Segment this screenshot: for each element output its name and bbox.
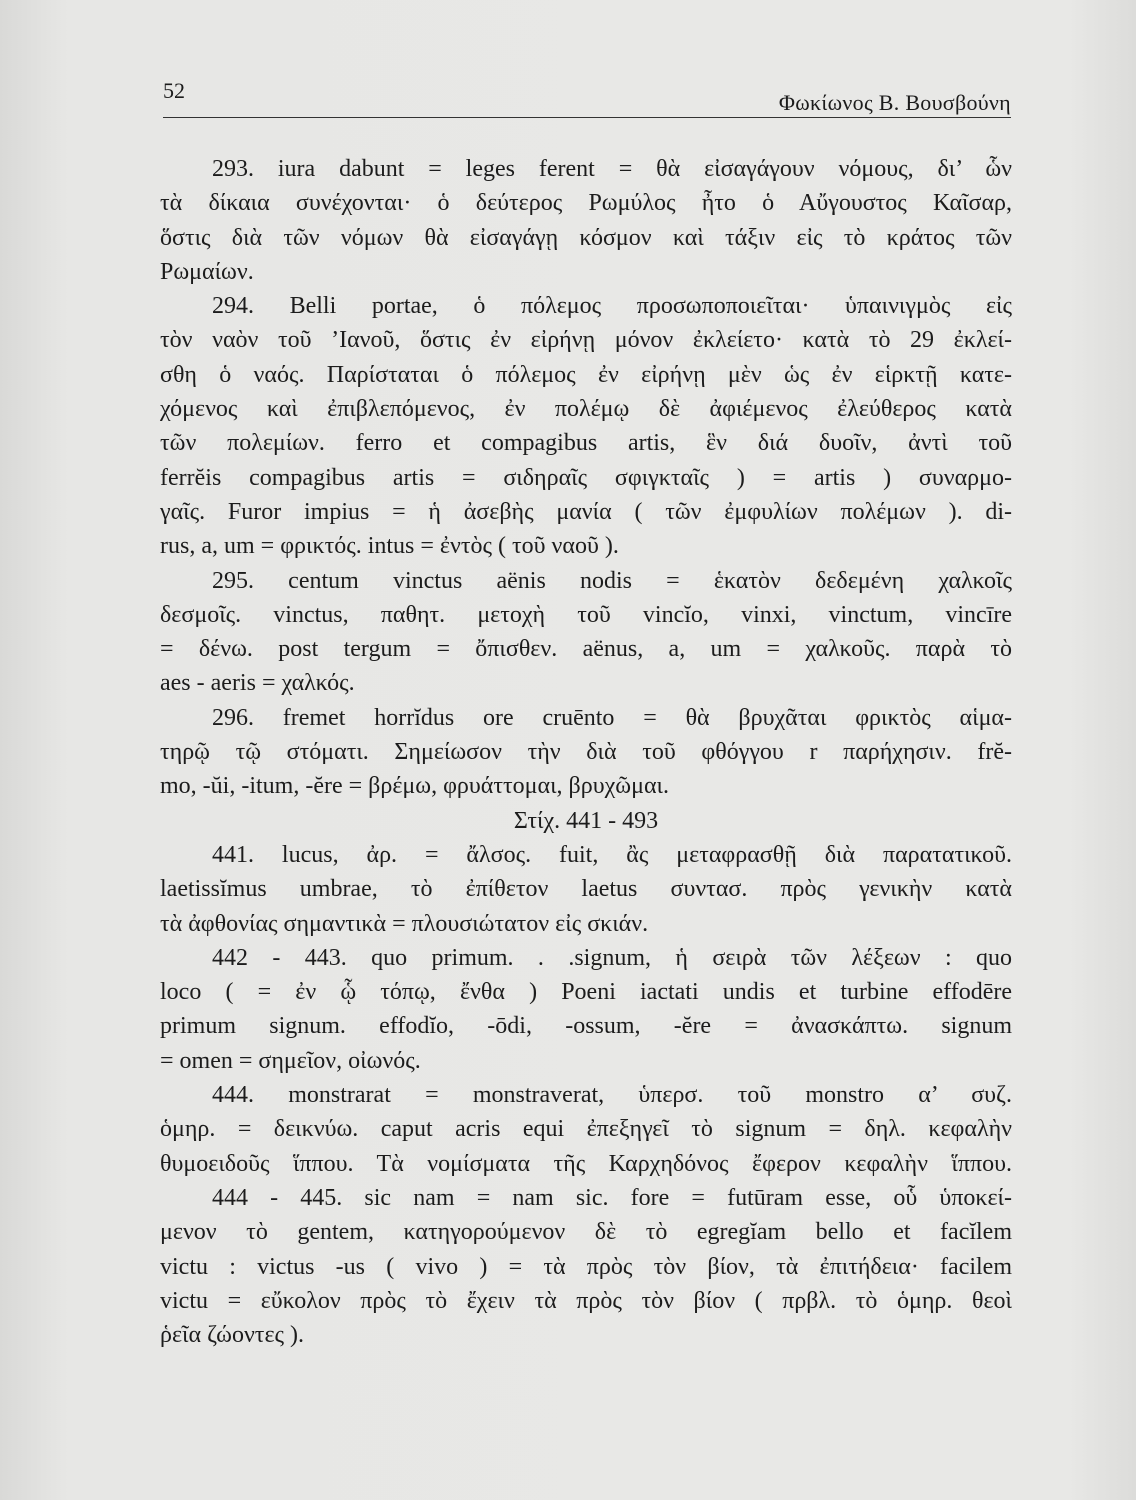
running-head: Φωκίωνος Β. Βουσβούνη — [778, 90, 1011, 115]
text-line: τὰ ἀφθονίας σημαντικὰ = πλουσιώτατον εἰς σκιάν. — [160, 910, 649, 937]
text-line: 293. iura dabunt = leges ferent = θὰ εἰσαγάγουν νόμους, δι’ ὧν — [212, 156, 1012, 182]
text-line: mo, -ŭi, -itum, -ĕre = βρέμω, φρυάττομαι, βρυχῶμαι. — [160, 773, 669, 800]
text-line: Ρωμαίων. — [160, 258, 254, 285]
text-line: victu : victus -us ( vivo ) = τὰ πρὸς τὸν βίον, τὰ ἐπιτήδεια· facilem — [160, 1253, 1012, 1280]
text-line: θυμοειδοῦς ἵππου. Τὰ νομίσματα τῆς Καρχηδόνος ἔφερον κεφαλὴν ἵππου. — [160, 1150, 1012, 1177]
text-line: = omen = σημεῖον, οἰωνός. — [160, 1047, 421, 1074]
section-heading: Στίχ. 441 - 493 — [513, 807, 659, 834]
text-line: τὰ δίκαια συνέχονται· ὁ δεύτερος Ρωμύλος ἦτο ὁ Αὔγουστος Καῖσαρ, — [160, 190, 1012, 217]
text-line: τηρῷ τῷ στόματι. Σημείωσον τὴν διὰ τοῦ φθόγγου r παρήχησιν. frĕ- — [160, 739, 1012, 766]
text-line: 441. lucus, ἀρ. = ἄλσος. fuit, ἂς μεταφρασθῇ διὰ παρατατικοῦ. — [212, 841, 1012, 868]
page-body — [160, 152, 1012, 1352]
text-line: ὁμηρ. = δεικνύω. caput acris equi ἐπεξηγεῖ τὸ signum = δηλ. κεφαλὴν — [160, 1116, 1012, 1143]
text-line: τῶν πολεμίων. ferro et compagibus artis, ἓν διά δυοῖν, ἀντὶ τοῦ — [160, 430, 1012, 457]
text-line: χόμενος καὶ ἐπιβλεπόμενος, ἐν πολέμῳ δὲ ἀφιέμενος ἐλεύθερος κατὰ — [160, 396, 1012, 423]
text-line: ῥεῖα ζώοντες ). — [160, 1322, 305, 1349]
text-line: τὸν ναὸν τοῦ ’Ιανοῦ, ὅστις ἐν εἰρήνῃ μόνον ἐκλείετο· κατὰ τὸ 29 ἐκλεί- — [160, 327, 1012, 354]
text-line: 442 - 443. quo primum. . .signum, ἡ σειρὰ τῶν λέξεων : quo — [212, 944, 1012, 971]
text-line: primum signum. effodĭo, -ōdi, -ossum, -ĕre = ἀνασκάπτω. signum — [160, 1013, 1012, 1040]
text-line: 444. monstrarat = monstraverat, ὑπερσ. τοῦ monstro α’ συζ. — [212, 1082, 1012, 1109]
text-line: 444 - 445. sic nam = nam sic. fore = futūram esse, οὗ ὑποκεί- — [212, 1184, 1012, 1211]
text-line: μενον τὸ gentem, κατηγορούμενον δὲ τὸ egregĭam bello et facĭlem — [160, 1219, 1012, 1246]
text-line: γαῖς. Furor impius = ἡ ἀσεβὴς μανία ( τῶν ἐμφυλίων πολέμων ). di- — [160, 498, 1012, 525]
text-line: σθη ὁ ναός. Παρίσταται ὁ πόλεμος ἐν εἰρήνῃ μὲν ὡς ἐν εἱρκτῇ κατε- — [160, 361, 1012, 388]
header-rule — [163, 117, 1011, 118]
text-line: laetissĭmus umbrae, τὸ ἐπίθετον laetus συντασ. πρὸς γενικὴν κατὰ — [160, 876, 1012, 903]
text-line: 294. Belli portae, ὁ πόλεμος προσωποποιεῖται· ὑπαινιγμὸς εἰς — [212, 293, 1012, 320]
text-line: δεσμοῖς. vinctus, παθητ. μετοχὴ τοῦ vincĭo, vinxi, vinctum, vincīre — [160, 601, 1012, 628]
text-line: loco ( = ἐν ᾧ τόπῳ, ἔνθα ) Poeni iactati undis et turbine effodēre — [160, 979, 1012, 1006]
text-line: ferrĕis compagibus artis = σιδηραῖς σφιγκταῖς ) = artis ) συναρμο- — [160, 464, 1012, 491]
text-line: victu = εὔκολον πρὸς τὸ ἔχειν τὰ πρὸς τὸν βίον ( πρβλ. τὸ ὁμηρ. θεοὶ — [160, 1287, 1012, 1314]
text-line: = δένω. post tergum = ὄπισθεν. aënus, a, um = χαλκοῦς. παρὰ τὸ — [160, 636, 1012, 663]
page-number: 52 — [163, 78, 185, 103]
text-line: 296. fremet horrĭdus ore cruēnto = θὰ βρυχᾶται φρικτὸς αἱμα- — [212, 704, 1012, 731]
text-line: 295. centum vinctus aënis nodis = ἑκατὸν δεδεμένη χαλκοῖς — [212, 567, 1012, 594]
page-header — [163, 78, 1011, 118]
text-line: rus, a, um = φρικτός. intus = ἐντὸς ( τοῦ ναοῦ ). — [160, 533, 619, 560]
text-line: ὅστις διὰ τῶν νόμων θὰ εἰσαγάγῃ κόσμον καὶ τάξιν εἰς τὸ κράτος τῶν — [160, 224, 1012, 251]
text-line: aes - aeris = χαλκός. — [160, 670, 355, 697]
